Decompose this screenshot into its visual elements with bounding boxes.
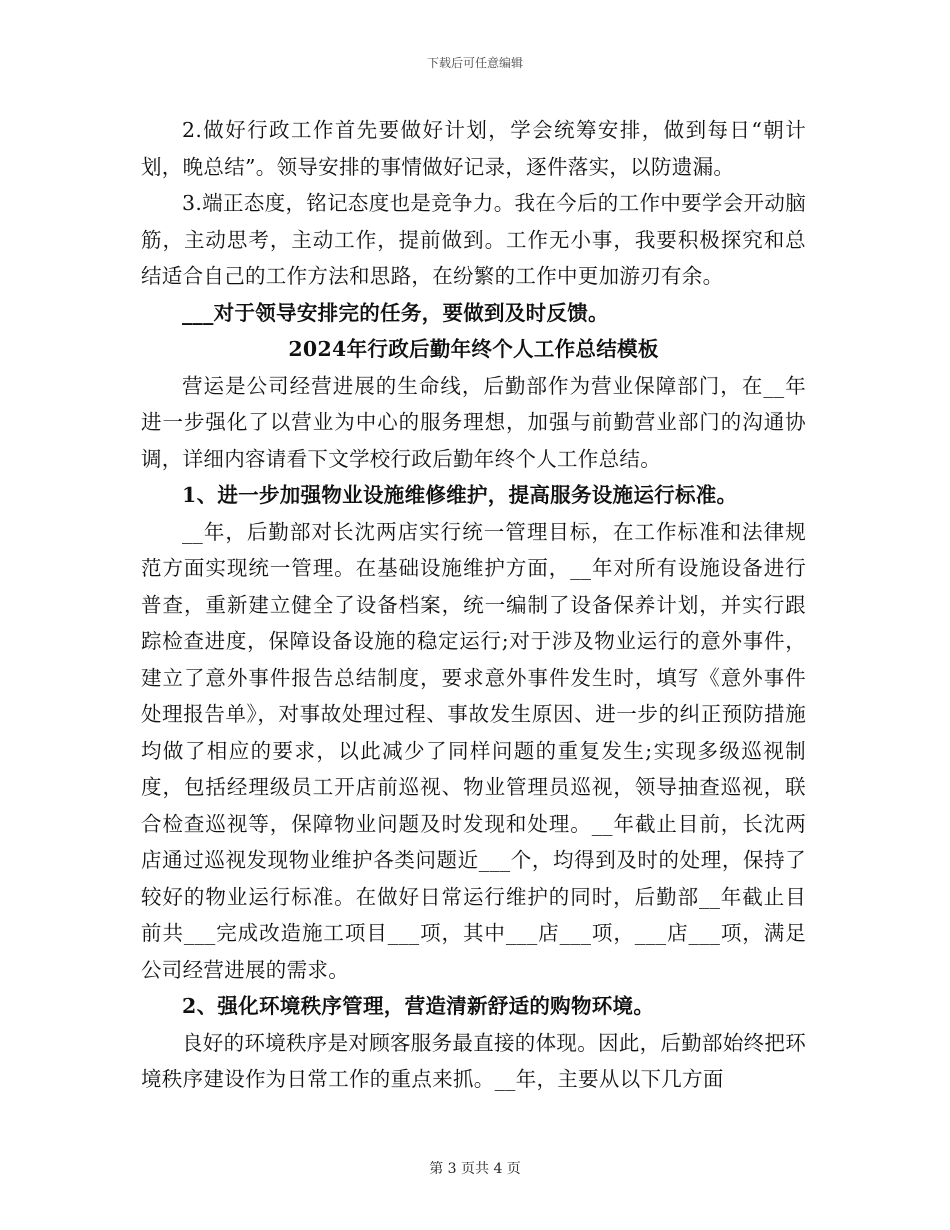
subheading-1: 1、进一步加强物业设施维修维护，提高服务设施运行标准。 bbox=[182, 483, 738, 507]
paragraph-feedback: ___对于领导安排完的任务，要做到及时反馈。 bbox=[182, 300, 609, 325]
paragraph-environment: 良好的环境秩序是对顾客服务最直接的体现。因此，后勤部始终把环境秩序建设作为日常工作的重点来抓。__年，主要从以下几方面 bbox=[141, 1030, 806, 1091]
page-footer: 第 3 页共 4 页 bbox=[429, 1161, 521, 1177]
paragraph-item-2: 2.做好行政工作首先要做好计划，学会统筹安排，做到每日“朝计划，晚总结”。领导安排的事情做好记录，逐件落实，以防遗漏。 bbox=[141, 118, 806, 179]
paragraph-maintenance: __年，后勤部对长沈两店实行统一管理目标，在工作标准和法律规范方面实现统一管理。在基础设施维护方面，__年对所有设施设备进行普查，重新建立健全了设备档案，统一编制了设备保养计划，并实行跟踪检查进度，保障设备设施的稳定运行;对于涉及物业运行的意外事件，建立了意外事件报告总结制度，要求意外事件发生时，填写《意外事件处理报告单》，对事故处理过程、事故发生原因、进一步的纠正预防措施均做了相应的要求，以此减少了同样问题的重复发生;实现多级巡视制度，包括经理级员工开店前巡视、物业管理员巡视，领导抽查巡视，联合检查巡视等，保障物业问题及时发现和处理。__年截止目前，长沈两店通过巡视发现物业维护各类问题近___个，均得到及时的处理，保持了较好的物业运行标准。在做好日常运行维护的同时，后勤部__年截止目前共___完成改造施工项目___项，其中___店___项，___店___项，满足公司经营进展的需求。 bbox=[141, 519, 806, 982]
paragraph-item-3: 3.端正态度，铭记态度也是竞争力。我在今后的工作中要学会开动脑筋，主动思考，主动工作，提前做到。工作无小事，我要积极探究和总结适合自己的工作方法和思路，在纷繁的工作中更加游刃有余。 bbox=[141, 191, 806, 288]
section-title: 2024年行政后勤年终个人工作总结模板 bbox=[288, 337, 659, 361]
page-header: 下载后可任意编辑 bbox=[426, 56, 523, 70]
document-body bbox=[141, 112, 806, 1098]
paragraph-intro: 营运是公司经营进展的生命线，后勤部作为营业保障部门，在__年进一步强化了以营业为中心的服务理想，加强与前勤营业部门的沟通协调，详细内容请看下文学校行政后勤年终个人工作总结。 bbox=[141, 373, 806, 471]
subheading-2: 2、强化环境秩序管理，营造清新舒适的购物环境。 bbox=[182, 994, 655, 1018]
